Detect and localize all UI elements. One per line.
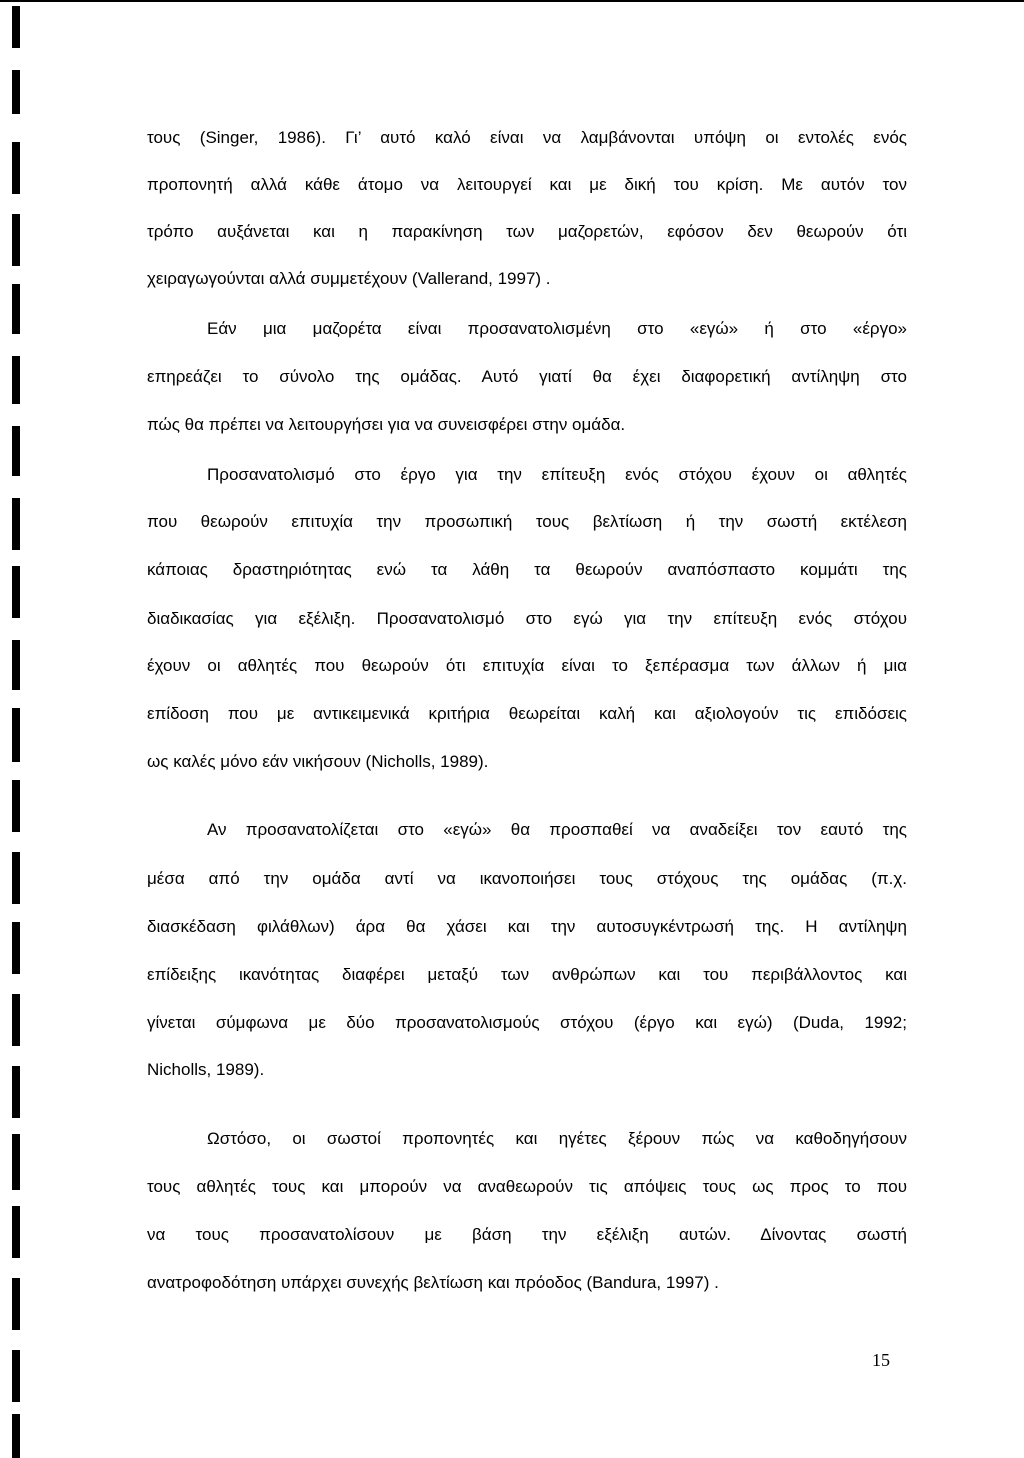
binding-edge-mark: [12, 566, 20, 618]
body-text-line: ως καλές μόνο εάν νικήσουν (Nicholls, 1989).: [147, 752, 489, 771]
paragraph-first-line: Αν προσανατολίζεται στο «εγώ» θα προσπαθεί να αναδείξει τον εαυτό της: [207, 820, 907, 839]
body-text-line: κάποιας δραστηριότητας ενώ τα λάθη τα θεωρούν αναπόσπαστο κομμάτι της: [147, 560, 907, 579]
binding-edge-mark: [12, 1414, 20, 1458]
binding-edge-mark: [12, 284, 20, 334]
binding-edge-mark: [12, 640, 20, 690]
body-text-line: χειραγωγούνται αλλά συμμετέχουν (Vallerand, 1997) .: [147, 269, 551, 288]
body-text-line: διασκέδαση φιλάθλων) άρα θα χάσει και την αυτοσυγκέντρωσή της. Η αντίληψη: [147, 917, 907, 936]
binding-edge-mark: [12, 852, 20, 904]
top-rule: [0, 0, 1024, 2]
body-text-line: πώς θα πρέπει να λειτουργήσει για να συνεισφέρει στην ομάδα.: [147, 415, 626, 434]
body-text-line: τους αθλητές τους και μπορούν να αναθεωρούν τις απόψεις τους ως προς το που: [147, 1177, 907, 1196]
body-text-line: να τους προσανατολίσουν με βάση την εξέλιξη αυτών. Δίνοντας σωστή: [147, 1225, 907, 1244]
binding-edge-mark: [12, 142, 20, 194]
binding-edge-mark: [12, 1206, 20, 1258]
body-text-line: επίδειξης ικανότητας διαφέρει μεταξύ των ανθρώπων και του περιβάλλοντος και: [147, 965, 907, 984]
body-text-line: επηρεάζει το σύνολο της ομάδας. Αυτό γιατί θα έχει διαφορετική αντίληψη στο: [147, 367, 907, 386]
page-number: 15: [872, 1350, 890, 1370]
body-text-line: τρόπο αυξάνεται και η παρακίνηση των μαζορετών, εφόσον δεν θεωρούν ότι: [147, 222, 907, 241]
body-text-line: γίνεται σύμφωνα με δύο προσανατολισμούς στόχου (έργο και εγώ) (Duda, 1992;: [147, 1013, 907, 1032]
binding-edge-mark: [12, 214, 20, 266]
binding-edge-mark: [12, 708, 20, 762]
paragraph-first-line: Προσανατολισμό στο έργο για την επίτευξη ενός στόχου έχουν οι αθλητές: [207, 465, 907, 484]
binding-edge-mark: [12, 994, 20, 1046]
binding-edge-mark: [12, 356, 20, 404]
body-text-line: τους (Singer, 1986). Γι’ αυτό καλό είναι να λαμβάνονται υπόψη οι εντολές ενός: [147, 128, 907, 147]
body-text-line: μέσα από την ομάδα αντί να ικανοποιήσει τους στόχους της ομάδας (π.χ.: [147, 869, 907, 888]
paragraph-first-line: Εάν μια μαζορέτα είναι προσανατολισμένη στο «εγώ» ή στο «έργο»: [207, 319, 907, 338]
binding-edge-mark: [12, 1066, 20, 1118]
binding-edge-mark: [12, 1278, 20, 1330]
binding-edge-mark: [12, 780, 20, 832]
body-text-line: έχουν οι αθλητές που θεωρούν ότι επιτυχία είναι το ξεπέρασμα των άλλων ή μια: [147, 656, 907, 675]
body-text-line: επίδοση που με αντικειμενικά κριτήρια θεωρείται καλή και αξιολογούν τις επιδόσεις: [147, 704, 907, 723]
paragraph-first-line: Ωστόσο, οι σωστοί προπονητές και ηγέτες ξέρουν πώς να καθοδηγήσουν: [207, 1129, 907, 1148]
binding-edge-mark: [12, 6, 20, 48]
binding-edge-mark: [12, 1350, 20, 1402]
binding-edge-mark: [12, 70, 20, 114]
body-text-line: που θεωρούν επιτυχία την προσωπική τους βελτίωση ή την σωστή εκτέλεση: [147, 512, 907, 531]
binding-edge-mark: [12, 426, 20, 476]
binding-edge-mark: [12, 1134, 20, 1190]
binding-edge-mark: [12, 498, 20, 550]
body-text-line: Nicholls, 1989).: [147, 1060, 265, 1079]
binding-edge-mark: [12, 922, 20, 974]
body-text-line: διαδικασίας για εξέλιξη. Προσανατολισμό στο εγώ για την επίτευξη ενός στόχου: [147, 609, 907, 628]
body-text-line: προπονητή αλλά κάθε άτομο να λειτουργεί και με δική του κρίση. Με αυτόν τον: [147, 175, 907, 194]
body-text-line: ανατροφοδότηση υπάρχει συνεχής βελτίωση και πρόοδος (Bandura, 1997) .: [147, 1273, 719, 1292]
